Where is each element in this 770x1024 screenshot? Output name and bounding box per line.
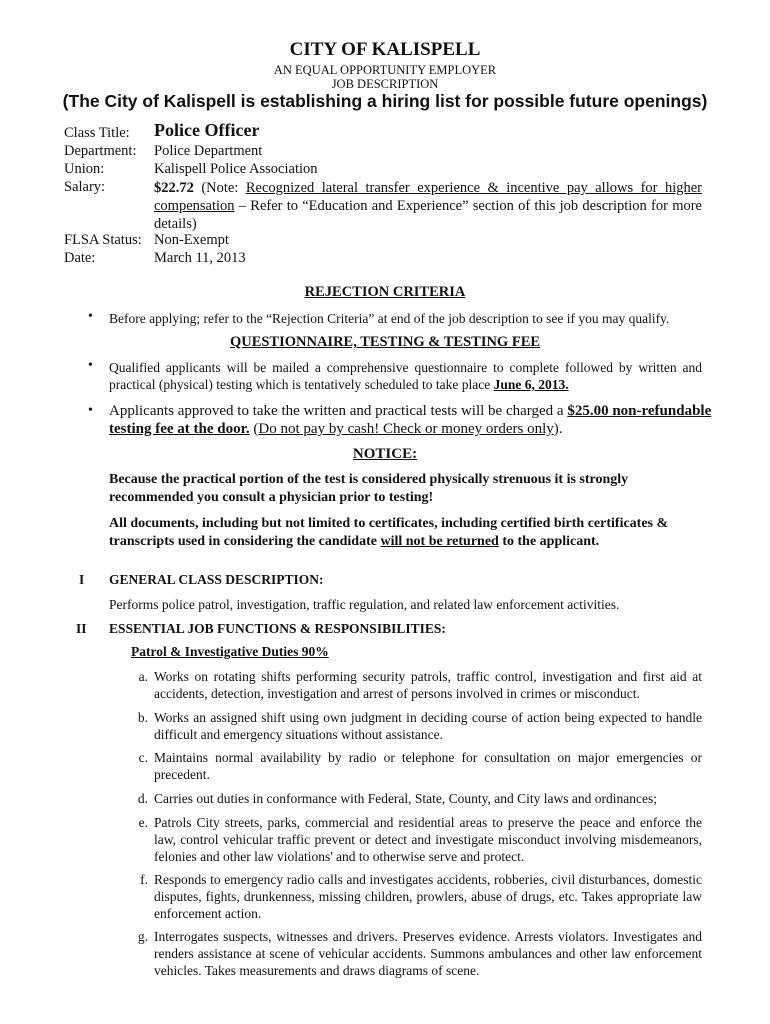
testing-bullet-1-text: Qualified applicants will be mailed a comprehensive questionnaire to complete followed by written and practical (physical) testing which is tentatively scheduled to take place bbox=[109, 360, 702, 392]
testing-bullet-1 bbox=[109, 359, 702, 393]
employer-line: AN EQUAL OPPORTUNITY EMPLOYER bbox=[273, 63, 497, 77]
duty-item: Maintains normal availability by radio or telephone for consultation on major emergencies or precedent. bbox=[154, 750, 702, 782]
salary-amount: $22.72 bbox=[154, 180, 194, 196]
class-title-value: Police Officer bbox=[154, 120, 260, 140]
salary-note-transfer: Recognized lateral transfer experience & incentive pay allows for higher compensation bbox=[154, 180, 702, 214]
duty-item: Works an assigned shift using own judgment in deciding course of action being expected to handle difficult and emergency situations without assistance. bbox=[154, 710, 702, 742]
testing-date: June 6, 2013. bbox=[493, 377, 569, 392]
duty-letter: a. bbox=[138, 669, 148, 684]
not-returned-emphasis: will not be returned bbox=[380, 534, 499, 549]
duty-item: Works on rotating shifts performing security patrols, traffic control, investigation and first aid at accidents, detection, investigation and arrest of persons involved in crimes or misconduct. bbox=[154, 669, 702, 701]
section-1-heading: GENERAL CLASS DESCRIPTION: bbox=[109, 572, 324, 587]
department-value: Police Department bbox=[154, 143, 263, 159]
salary-note-rest: – Refer to “Education and Experience” section of this job description for more details) bbox=[154, 198, 702, 232]
salary-value bbox=[154, 179, 702, 233]
flsa-value: Non-Exempt bbox=[154, 232, 229, 248]
bullet-icon: • bbox=[88, 358, 93, 373]
duty-letter: f. bbox=[140, 872, 148, 887]
duty-item: Interrogates suspects, witnesses and drivers. Preserves evidence. Arrests violators. Investigates and renders assistance at scene of vehicular accidents. Summons ambulances and other law enforcement vehicles. Takes measurements and draws diagrams of scene. bbox=[154, 929, 702, 978]
duty-letter: b. bbox=[137, 710, 148, 725]
notice-paragraph-2-a: All documents, including but not limited to certificates, including certified birth certificates & transcripts used in considering the candidate bbox=[109, 516, 669, 549]
class-title-label: Class Title: bbox=[64, 125, 130, 141]
duty-item: Carries out duties in conformance with Federal, State, County, and City laws and ordinances; bbox=[154, 791, 658, 806]
date-label: Date: bbox=[64, 250, 96, 266]
salary-note-open: (Note: bbox=[193, 180, 246, 196]
salary-label: Salary: bbox=[64, 179, 106, 195]
duty-letter: g. bbox=[137, 929, 148, 944]
date-value: March 11, 2013 bbox=[154, 250, 246, 266]
union-value: Kalispell Police Association bbox=[154, 161, 318, 177]
notice-paragraph-2-b: to the applicant. bbox=[498, 534, 600, 549]
rejection-heading: REJECTION CRITERIA bbox=[304, 284, 466, 300]
duty-letter: c. bbox=[138, 750, 148, 765]
doc-type-line: JOB DESCRIPTION bbox=[331, 77, 439, 91]
testing-fee: $25.00 non-refundable testing fee at the door. bbox=[109, 403, 712, 437]
duty-item: Patrols City streets, parks, commercial and residential areas to preserve the peace and enforce the law, control vehicular traffic prevent or detect and investigate misconduct involving misdemeanors, felonies and other law violations' and to otherwise serve and protect. bbox=[154, 815, 702, 864]
section-2-heading: ESSENTIAL JOB FUNCTIONS & RESPONSIBILITIES: bbox=[109, 621, 446, 636]
department-label: Department: bbox=[64, 143, 137, 159]
hiring-note: (The City of Kalispell is establishing a hiring list for possible future openings) bbox=[62, 91, 708, 111]
rejection-bullet-text: Before applying; refer to the “Rejection Criteria” at end of the job description to see if you may qualify. bbox=[109, 311, 670, 326]
notice-heading: NOTICE: bbox=[352, 446, 418, 462]
section-1-numeral: I bbox=[79, 572, 85, 587]
section-2-numeral: II bbox=[76, 621, 87, 636]
section-1-text: Performs police patrol, investigation, traffic regulation, and related law enforcement activities. bbox=[109, 597, 620, 612]
notice-paragraph-2 bbox=[109, 515, 709, 551]
union-label: Union: bbox=[64, 161, 105, 177]
testing-bullet-2-space: ( bbox=[249, 421, 259, 437]
duties-subheading: Patrol & Investigative Duties 90% bbox=[131, 644, 329, 659]
bullet-icon: • bbox=[88, 403, 93, 418]
payment-note: Do not pay by cash! Check or money orders only bbox=[258, 421, 554, 437]
testing-bullet-2 bbox=[109, 402, 729, 438]
duty-item: Responds to emergency radio calls and investigates accidents, robberies, civil disturbances, domestic disputes, fights, drunkenness, missing children, prowlers, abuse of drugs, etc. Takes appropriate law enforcement action. bbox=[154, 872, 702, 921]
document-title: CITY OF KALISPELL bbox=[289, 39, 481, 60]
duty-letter: e. bbox=[138, 815, 148, 830]
testing-bullet-2-text: Applicants approved to take the written and practical tests will be charged a bbox=[109, 403, 568, 419]
notice-paragraph-1: Because the practical portion of the test is considered physically strenuous it is strongly recommended you consult a physician prior to testing! bbox=[109, 472, 629, 505]
testing-bullet-2-end: ). bbox=[553, 421, 563, 437]
bullet-icon: • bbox=[88, 309, 93, 324]
testing-heading: QUESTIONNAIRE, TESTING & TESTING FEE bbox=[229, 334, 541, 350]
flsa-label: FLSA Status: bbox=[64, 232, 142, 248]
duty-letter: d. bbox=[137, 791, 148, 806]
